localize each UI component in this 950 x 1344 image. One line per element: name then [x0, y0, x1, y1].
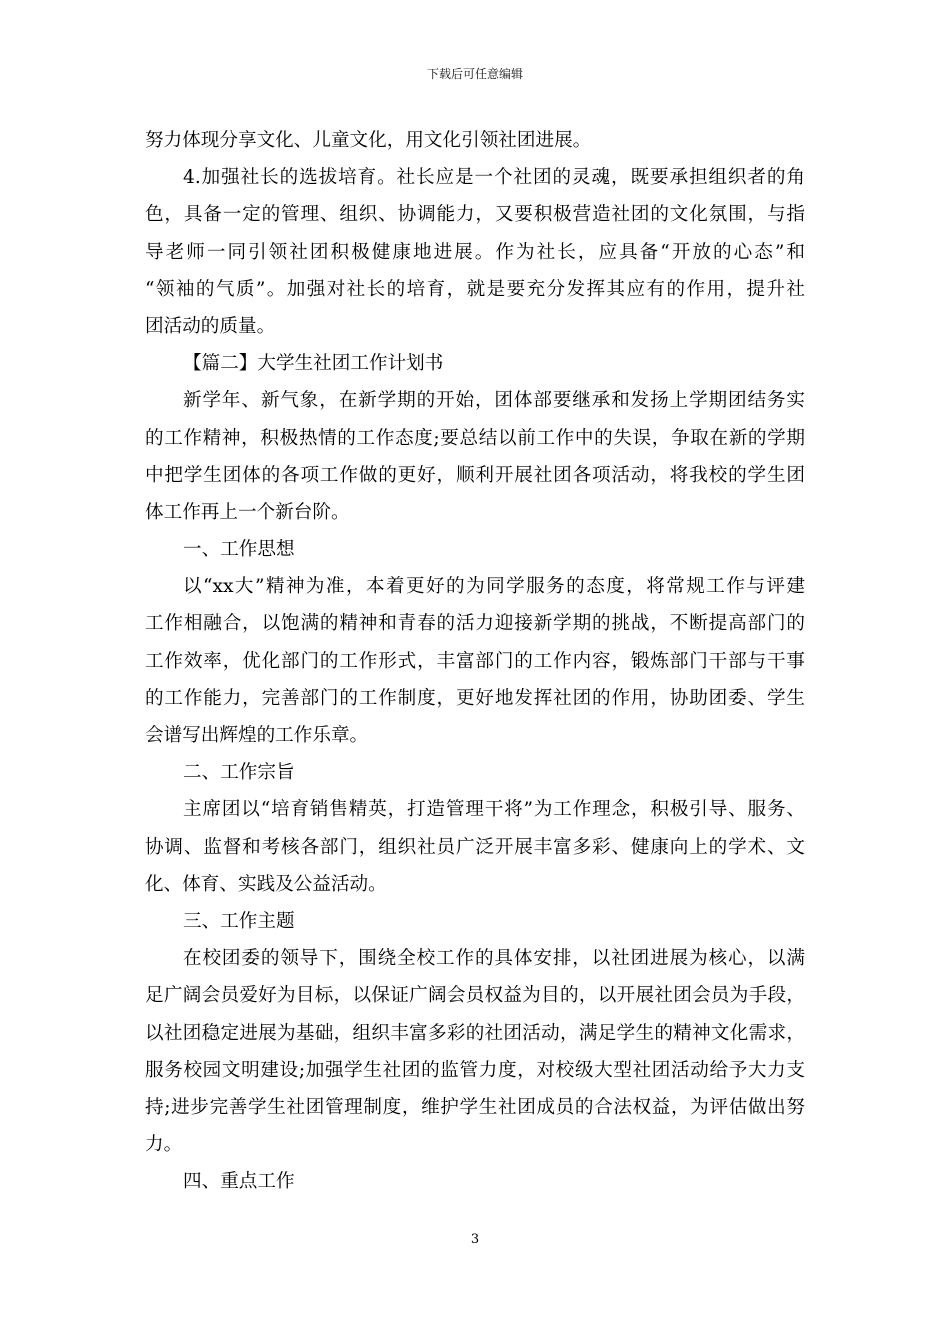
text-line: 力。	[145, 1134, 183, 1156]
text-line: 团活动的质量。	[145, 315, 276, 337]
page-header: 下载后可任意编辑	[426, 67, 523, 81]
text-line: 体工作再上一个新台阶。	[145, 501, 350, 523]
text-line: 色，具备一定的管理、组织、协调能力，又要积极营造社团的文化氛围，与指	[145, 204, 805, 226]
section-heading: 一、工作思想	[183, 539, 295, 561]
section-heading: 四、重点工作	[183, 1171, 295, 1193]
text-line: 4.加强社长的选拔培育。社长应是一个社团的灵魂，既要承担组织者的角	[183, 167, 805, 189]
text-line: 服务校园文明建设;加强学生社团的监管力度，对校级大型社团活动给予大力支	[145, 1059, 805, 1081]
text-line: 在校团委的领导下，围绕全校工作的具体安排，以社团进展为核心，以满	[183, 948, 805, 970]
document-body	[145, 122, 805, 1200]
text-line: 协调、监督和考核各部门，组织社员广泛开展丰富多彩、健康向上的学术、文	[145, 836, 805, 858]
section-heading: 二、工作宗旨	[183, 762, 295, 784]
text-line: 导老师一同引领社团积极健康地进展。作为社长，应具备“开放的心态”和	[145, 241, 805, 263]
text-line: 主席团以“培育销售精英，打造管理干将”为工作理念，积极引导、服务、	[183, 799, 805, 821]
text-line: 足广阔会员爱好为目标，以保证广阔会员权益为目的，以开展社团会员为手段，	[145, 985, 805, 1007]
text-line: 持;进步完善学生社团管理制度，维护学生社团成员的合法权益，为评估做出努	[145, 1096, 805, 1118]
page-number: 3	[470, 1232, 480, 1247]
text-line: 的工作精神，积极热情的工作态度;要总结以前工作中的失误，争取在新的学期	[145, 427, 805, 449]
text-line: 中把学生团体的各项工作做的更好，顺利开展社团各项活动，将我校的学生团	[145, 464, 805, 486]
text-line: 努力体现分享文化、儿童文化，用文化引领社团进展。	[145, 130, 592, 151]
text-line: 的工作能力，完善部门的工作制度，更好地发挥社团的作用，协助团委、学生	[145, 687, 805, 709]
text-line: 新学年、新气象，在新学期的开始，团体部要继承和发扬上学期团结务实	[183, 390, 805, 412]
text-line: 工作效率，优化部门的工作形式，丰富部门的工作内容，锻炼部门干部与干事	[145, 650, 805, 672]
text-line: 以“xx大”精神为准，本着更好的为同学服务的态度，将常规工作与评建	[183, 576, 805, 598]
text-line: 以社团稳定进展为基础，组织丰富多彩的社团活动，满足学生的精神文化需求，	[145, 1022, 805, 1044]
text-line: 会谱写出辉煌的工作乐章。	[145, 725, 369, 746]
section-heading: 三、工作主题	[183, 910, 295, 932]
text-line: “领袖的气质”。加强对社长的培育，就是要充分发挥其应有的作用，提升社	[145, 278, 805, 300]
text-line: 工作相融合，以饱满的精神和青春的活力迎接新学期的挑战，不断提高部门的	[145, 613, 805, 635]
text-line: 化、体育、实践及公益活动。	[145, 873, 387, 895]
section-heading: 【篇二】大学生社团工作计划书	[183, 353, 444, 375]
